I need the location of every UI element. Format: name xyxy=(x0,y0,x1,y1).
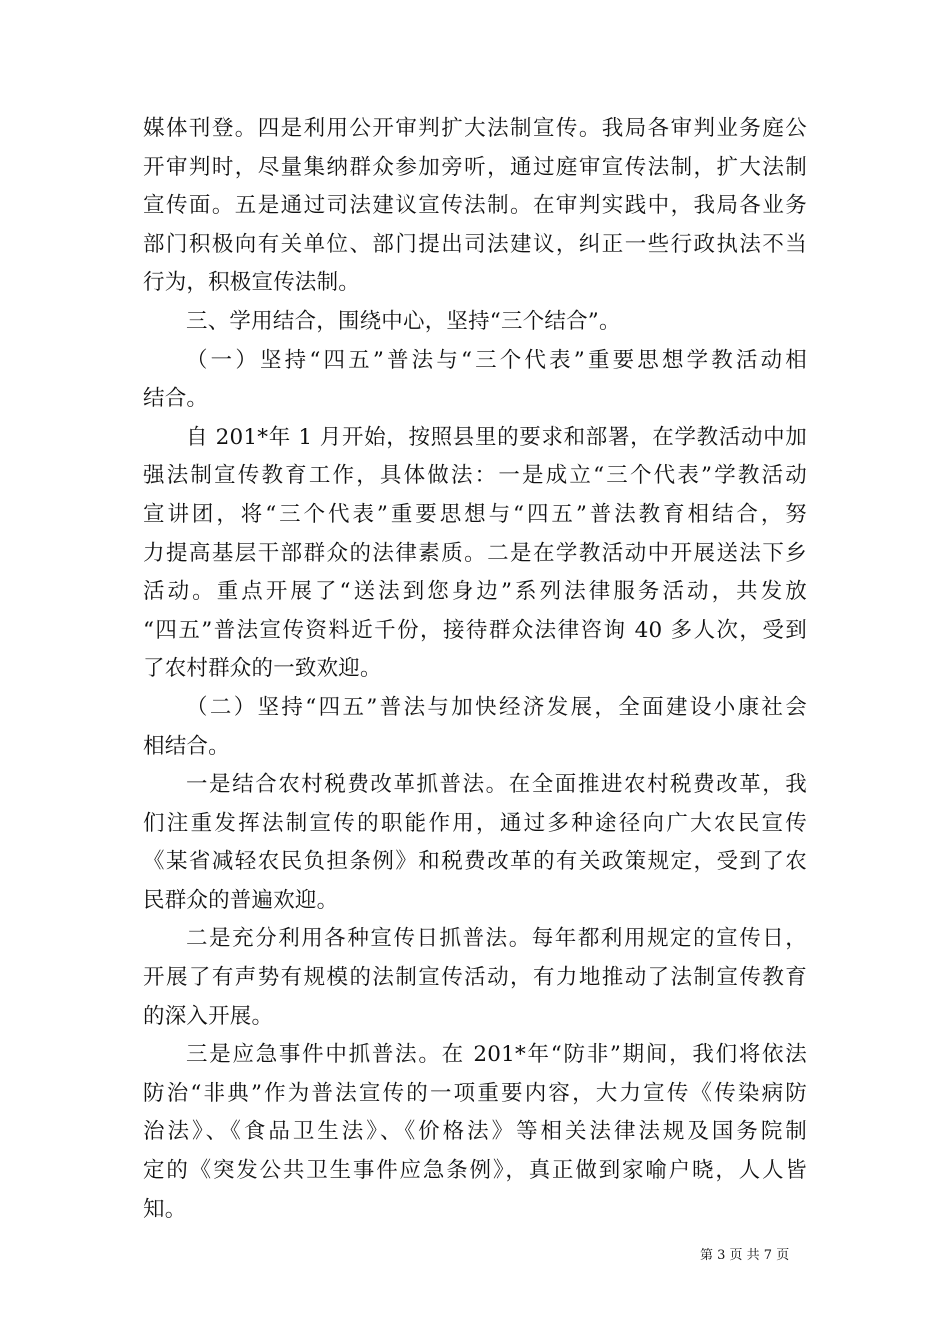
text-line: 二是充分利用各种宣传日抓普法。每年都利用规定的宣传日， xyxy=(186,926,807,952)
text-line: 自 201*年 1 月开始，按照县里的要求和部署，在学教活动中加 xyxy=(186,424,807,450)
text-line: 的深入开展。 xyxy=(143,1003,274,1029)
document-body xyxy=(143,110,807,1229)
text-line: 《某省减轻农民负担条例》和税费改革的有关政策规定，受到了农 xyxy=(143,849,807,875)
text-line: “四五”普法宣传资料近千份，接待群众法律咨询 40 多人次，受到 xyxy=(143,617,807,643)
text-line: 宣传面。五是通过司法建议宣传法制。在审判实践中，我局各业务 xyxy=(143,193,807,219)
text-line: 们注重发挥法制宣传的职能作用，通过多种途径向广大农民宣传 xyxy=(143,810,807,836)
text-line: （一）坚持“四五”普法与“三个代表”重要思想学教活动相 xyxy=(186,347,807,373)
text-line: 定的《突发公共卫生事件应急条例》，真正做到家喻户晓，人人皆 xyxy=(143,1158,807,1184)
text-line: 媒体刊登。四是利用公开审判扩大法制宣传。我局各审判业务庭公 xyxy=(143,116,807,141)
text-line: 知。 xyxy=(143,1196,187,1222)
text-line: 防治“非典”作为普法宣传的一项重要内容，大力宣传《传染病防 xyxy=(143,1080,807,1106)
text-line: 活动。重点开展了“送法到您身边”系列法律服务活动，共发放 xyxy=(143,579,807,605)
text-line: 相结合。 xyxy=(143,733,230,759)
text-line: 行为，积极宣传法制。 xyxy=(143,270,361,296)
text-line: 力提高基层干部群众的法律素质。二是在学教活动中开展送法下乡 xyxy=(143,540,807,566)
text-line: （二）坚持“四五”普法与加快经济发展，全面建设小康社会 xyxy=(186,694,807,720)
text-line: 宣讲团，将“三个代表”重要思想与“四五”普法教育相结合，努 xyxy=(143,501,807,527)
page-footer xyxy=(700,1248,820,1264)
text-line: 三、学用结合，围绕中心，坚持“三个结合”。 xyxy=(186,308,621,334)
text-line: 开展了有声势有规模的法制宣传活动，有力地推动了法制宣传教育 xyxy=(143,965,807,991)
text-line: 部门积极向有关单位、部门提出司法建议，纠正一些行政执法不当 xyxy=(143,231,807,257)
text-line: 结合。 xyxy=(143,386,209,412)
page-number: 第 3 页 共 7 页 xyxy=(700,1248,790,1263)
text-line: 强法制宣传教育工作，具体做法：一是成立“三个代表”学教活动 xyxy=(143,463,807,489)
text-line: 开审判时，尽量集纳群众参加旁听，通过庭审宣传法制，扩大法制 xyxy=(143,154,807,180)
text-line: 一是结合农村税费改革抓普法。在全面推进农村税费改革，我 xyxy=(186,772,807,798)
text-line: 民群众的普遍欢迎。 xyxy=(143,887,339,913)
text-line: 治法》、《食品卫生法》、《价格法》等相关法律法规及国务院制 xyxy=(143,1119,807,1145)
text-line: 三是应急事件中抓普法。在 201*年“防非”期间，我们将依法 xyxy=(186,1042,807,1068)
text-line: 了农村群众的一致欢迎。 xyxy=(143,656,382,682)
